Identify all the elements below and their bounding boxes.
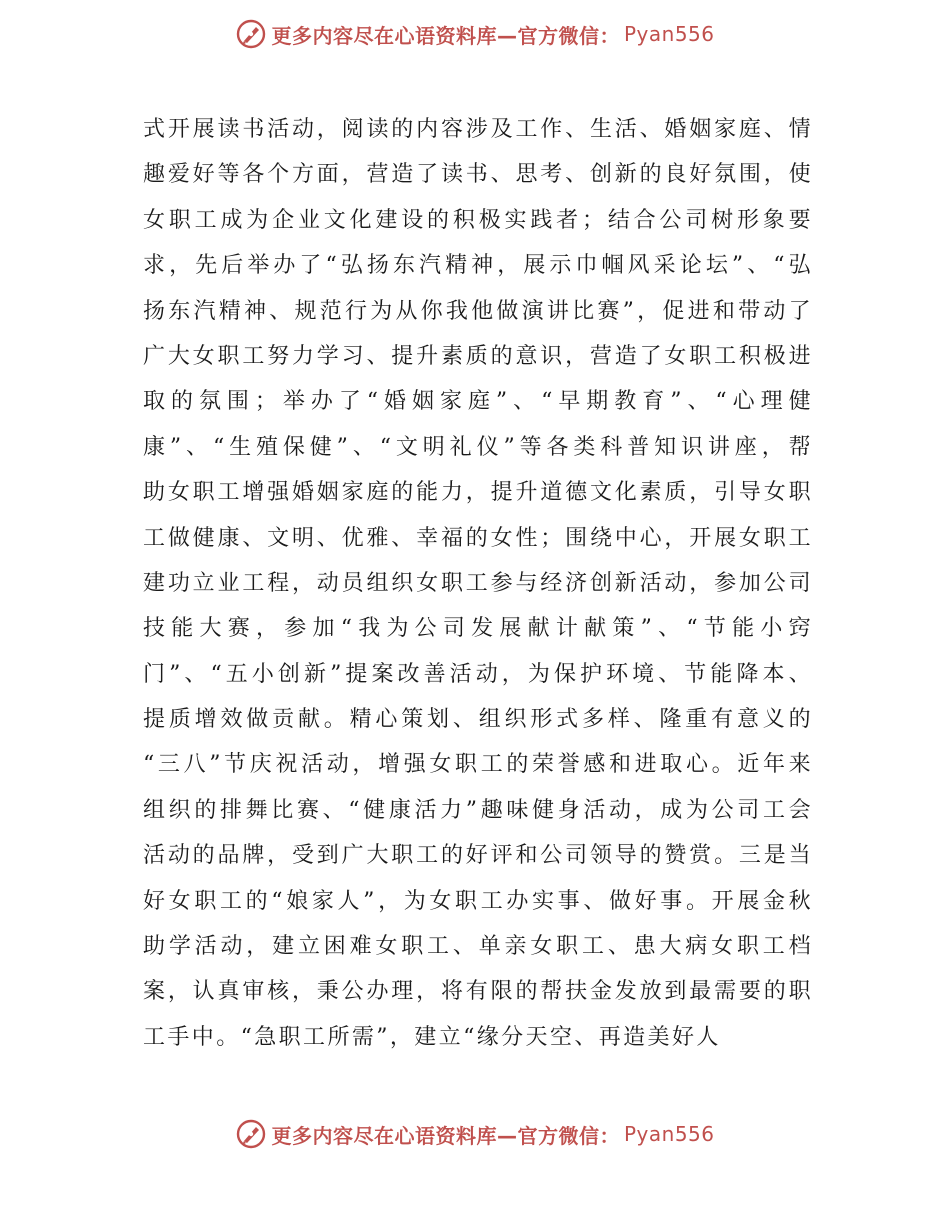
text-line: 组织的排舞比赛、“健康活力”趣味健身活动，成为公司工会: [143, 797, 813, 823]
text-line: 建功立业工程，动员组织女职工参与经济创新活动，参加公司: [143, 570, 813, 596]
text-line: 女职工成为企业文化建设的积极实践者；结合公司树形象要: [143, 207, 813, 233]
document-body: [143, 107, 813, 1060]
pen-logo-icon: [235, 18, 267, 50]
header-wechat-id: Pyan556: [623, 22, 715, 46]
text-line: 案，认真审核，秉公办理，将有限的帮扶金发放到最需要的职: [143, 979, 813, 1005]
text-line: 扬东汽精神、规范行为从你我他做演讲比赛”，促进和带动了: [143, 298, 813, 324]
text-line: 助女职工增强婚姻家庭的能力，提升道德文化素质，引导女职: [143, 480, 813, 506]
text-line: 工做健康、文明、优雅、幸福的女性；围绕中心，开展女职工: [143, 525, 813, 551]
text-line: 好女职工的“娘家人”，为女职工办实事、做好事。开展金秋: [143, 888, 813, 914]
text-line: 广大女职工努力学习、提升素质的意识，营造了女职工积极进: [143, 343, 813, 369]
text-line: 门”、“五小创新”提案改善活动，为保护环境、节能降本、: [143, 661, 813, 687]
text-line: 助学活动，建立困难女职工、单亲女职工、患大病女职工档: [143, 934, 813, 960]
text-line: 提质增效做贡献。精心策划、组织形式多样、隆重有意义的: [143, 707, 813, 733]
pen-logo-icon: [235, 1118, 267, 1150]
text-line: 活动的品牌，受到广大职工的好评和公司领导的赞赏。三是当: [143, 843, 813, 869]
footer-wechat-id: Pyan556: [623, 1122, 715, 1146]
footer-banner-text: 更多内容尽在心语资料库—官方微信：: [271, 1123, 620, 1148]
text-line: “三八”节庆祝活动，增强女职工的荣誉感和进取心。近年来: [143, 752, 813, 778]
text-line: 技能大赛，参加“我为公司发展献计献策”、“节能小窍: [143, 616, 813, 642]
text-line: 式开展读书活动，阅读的内容涉及工作、生活、婚姻家庭、情: [143, 117, 813, 142]
text-line: 取的氛围；举办了“婚姻家庭”、“早期教育”、“心理健: [143, 389, 813, 415]
header-banner: [0, 14, 950, 54]
text-line: 趣爱好等各个方面，营造了读书、思考、创新的良好氛围，使: [143, 162, 813, 188]
text-line: 求，先后举办了“弘扬东汽精神，展示巾帼风采论坛”、“弘: [143, 253, 813, 279]
header-banner-text: 更多内容尽在心语资料库—官方微信：: [271, 23, 620, 48]
footer-banner: [0, 1114, 950, 1154]
text-line: 康”、“生殖保健”、“文明礼仪”等各类科普知识讲座，帮: [143, 434, 813, 460]
text-line: 工手中。“急职工所需”，建立“缘分天空、再造美好人: [143, 1024, 721, 1050]
